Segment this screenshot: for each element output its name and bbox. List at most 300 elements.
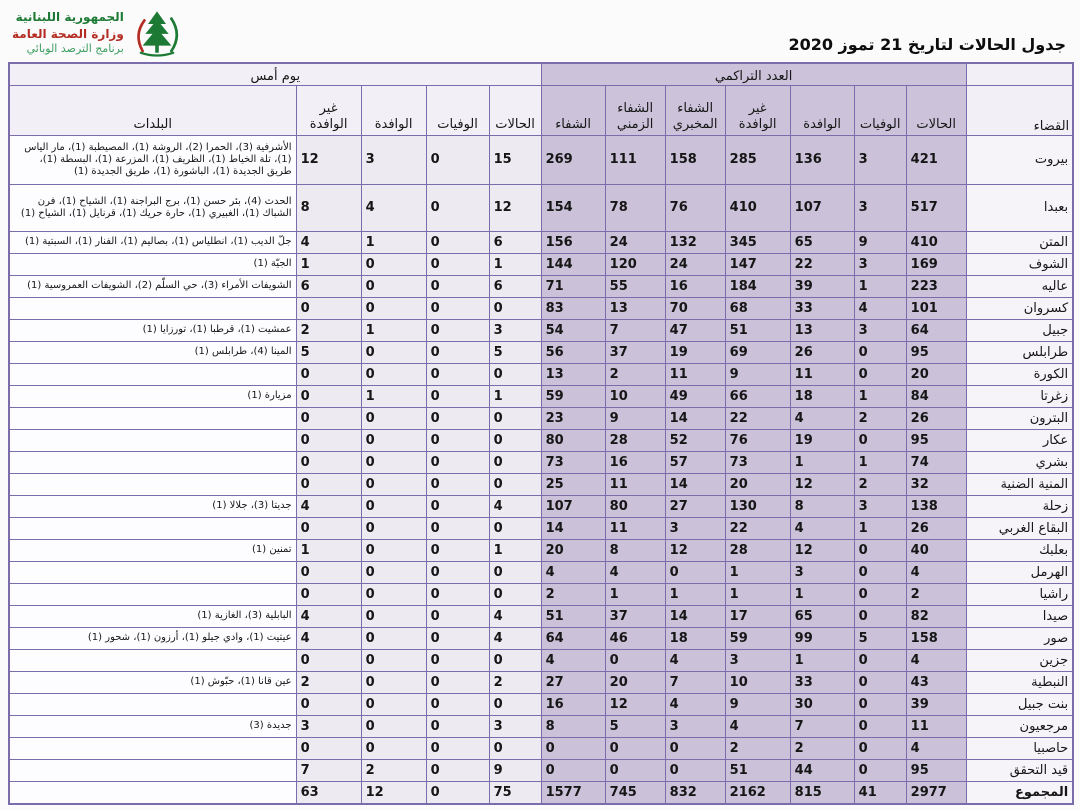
towns-cell — [9, 517, 296, 539]
cumulative-value-cell: 1 — [790, 649, 854, 671]
yesterday-value-cell: 0 — [296, 561, 361, 583]
total-row — [9, 781, 1073, 804]
cumulative-value-cell: 3 — [725, 649, 790, 671]
cumulative-value-cell: 4 — [605, 561, 665, 583]
district-name-cell: البترون — [966, 407, 1073, 429]
district-row — [9, 539, 1073, 561]
yesterday-value-cell: 6 — [489, 231, 541, 253]
yesterday-value-cell: 0 — [296, 649, 361, 671]
district-row — [9, 561, 1073, 583]
cumulative-value-cell: 11 — [605, 517, 665, 539]
cumulative-value-cell: 26 — [790, 341, 854, 363]
yesterday-value-cell: 0 — [426, 429, 489, 451]
yesterday-value-cell: 0 — [296, 385, 361, 407]
district-name-cell: قيد التحقق — [966, 759, 1073, 781]
yesterday-value-cell: 1 — [296, 539, 361, 561]
district-row — [9, 341, 1073, 363]
towns-cell: جديتا (3)، جلالا (1) — [9, 495, 296, 517]
district-row — [9, 363, 1073, 385]
cumulative-value-cell: 12 — [790, 473, 854, 495]
cumulative-value-cell: 111 — [605, 135, 665, 184]
cumulative-value-cell: 0 — [854, 737, 906, 759]
cumulative-value-cell: 3 — [854, 184, 906, 231]
yesterday-value-cell: 0 — [361, 495, 426, 517]
district-name-cell: صور — [966, 627, 1073, 649]
cumulative-value-cell: 136 — [790, 135, 854, 184]
towns-cell: جلّ الديب (1)، انطلياس (1)، بصاليم (1)، الفنار (1)، السبتية (1) — [9, 231, 296, 253]
cumulative-value-cell: 16 — [605, 451, 665, 473]
yesterday-value-cell: 0 — [489, 363, 541, 385]
cumulative-value-cell: 0 — [854, 363, 906, 385]
cumulative-value-cell: 54 — [541, 319, 605, 341]
cumulative-value-cell: 410 — [906, 231, 966, 253]
cumulative-value-cell: 40 — [906, 539, 966, 561]
yesterday-value-cell: 0 — [296, 693, 361, 715]
cumulative-value-cell: 269 — [541, 135, 605, 184]
yesterday-value-cell: 4 — [489, 495, 541, 517]
yesterday-value-cell: 1 — [361, 319, 426, 341]
cumulative-value-cell: 71 — [541, 275, 605, 297]
yesterday-value-cell: 0 — [426, 319, 489, 341]
cumulative-value-cell: 285 — [725, 135, 790, 184]
towns-cell: عين قانا (1)، حبّوش (1) — [9, 671, 296, 693]
cumulative-value-cell: 1 — [725, 561, 790, 583]
yesterday-value-cell: 75 — [489, 781, 541, 804]
cumulative-value-cell: 17 — [725, 605, 790, 627]
cumulative-value-cell: 13 — [790, 319, 854, 341]
yesterday-value-cell: 0 — [361, 473, 426, 495]
cumulative-value-cell: 0 — [605, 737, 665, 759]
district-name-cell: الكورة — [966, 363, 1073, 385]
yesterday-value-cell: 0 — [361, 649, 426, 671]
district-row — [9, 583, 1073, 605]
cumulative-value-cell: 14 — [665, 473, 725, 495]
yesterday-value-cell: 0 — [361, 407, 426, 429]
yesterday-value-cell: 0 — [361, 517, 426, 539]
yesterday-value-cell: 3 — [361, 135, 426, 184]
cumulative-value-cell: 815 — [790, 781, 854, 804]
district-name-cell: زغرتا — [966, 385, 1073, 407]
cumulative-value-cell: 59 — [541, 385, 605, 407]
cumulative-value-cell: 517 — [906, 184, 966, 231]
cumulative-value-cell: 76 — [725, 429, 790, 451]
yesterday-value-cell: 8 — [296, 184, 361, 231]
cumulative-value-cell: 158 — [906, 627, 966, 649]
cumulative-value-cell: 11 — [605, 473, 665, 495]
cumulative-value-cell: 30 — [790, 693, 854, 715]
yesterday-value-cell: 2 — [296, 319, 361, 341]
towns-cell — [9, 781, 296, 804]
yesterday-value-cell: 0 — [426, 539, 489, 561]
yesterday-value-cell: 1 — [296, 253, 361, 275]
yesterday-value-cell: 12 — [296, 135, 361, 184]
yesterday-value-cell: 5 — [489, 341, 541, 363]
ministry-text — [12, 9, 124, 56]
cumulative-value-cell: 144 — [541, 253, 605, 275]
cumulative-value-cell: 4 — [854, 297, 906, 319]
cumulative-value-cell: 0 — [854, 671, 906, 693]
cumulative-value-cell: 12 — [605, 693, 665, 715]
district-row — [9, 627, 1073, 649]
district-name-cell: زحلة — [966, 495, 1073, 517]
republic-name: الجمهورية اللبنانية — [15, 10, 124, 25]
district-row — [9, 737, 1073, 759]
yesterday-value-cell: 0 — [426, 715, 489, 737]
cumulative-value-cell: 2 — [605, 363, 665, 385]
cumulative-value-cell: 68 — [725, 297, 790, 319]
yesterday-value-cell: 0 — [426, 781, 489, 804]
yesterday-value-cell: 1 — [489, 253, 541, 275]
col-time-recovery: الشفاء الزمني — [605, 85, 665, 135]
yesterday-value-cell: 0 — [426, 473, 489, 495]
yesterday-value-cell: 0 — [296, 583, 361, 605]
yesterday-value-cell: 0 — [426, 231, 489, 253]
district-name-cell: جزين — [966, 649, 1073, 671]
district-name-cell: راشيا — [966, 583, 1073, 605]
cumulative-value-cell: 70 — [665, 297, 725, 319]
cumulative-value-cell: 73 — [541, 451, 605, 473]
yesterday-value-cell: 4 — [296, 627, 361, 649]
yesterday-value-cell: 0 — [361, 715, 426, 737]
cumulative-value-cell: 4 — [906, 737, 966, 759]
cumulative-value-cell: 1 — [790, 451, 854, 473]
cumulative-value-cell: 16 — [541, 693, 605, 715]
cumulative-value-cell: 1577 — [541, 781, 605, 804]
cumulative-value-cell: 0 — [665, 759, 725, 781]
cumulative-value-cell: 4 — [790, 407, 854, 429]
yesterday-value-cell: 0 — [296, 407, 361, 429]
cumulative-value-cell: 2 — [854, 407, 906, 429]
district-row — [9, 297, 1073, 319]
page-title: جدول الحالات لتاريخ 21 تموز 2020 — [788, 35, 1066, 54]
district-name-cell: البقاع الغربي — [966, 517, 1073, 539]
cumulative-value-cell: 3 — [665, 715, 725, 737]
cumulative-value-cell: 11 — [906, 715, 966, 737]
cumulative-value-cell: 10 — [605, 385, 665, 407]
cumulative-value-cell: 421 — [906, 135, 966, 184]
col-cases: الحالات — [906, 85, 966, 135]
yesterday-value-cell: 1 — [361, 385, 426, 407]
yesterday-value-cell: 4 — [361, 184, 426, 231]
cumulative-value-cell: 44 — [790, 759, 854, 781]
yesterday-value-cell: 0 — [489, 429, 541, 451]
towns-cell: عيتيت (1)، وادي جيلو (1)، أرزون (1)، شحور (1) — [9, 627, 296, 649]
cumulative-value-cell: 7 — [605, 319, 665, 341]
cumulative-value-cell: 33 — [790, 671, 854, 693]
yesterday-value-cell: 0 — [426, 135, 489, 184]
towns-cell: الشويفات الأمراء (3)، حي السلّم (2)، الشويفات العمروسية (1) — [9, 275, 296, 297]
district-row — [9, 275, 1073, 297]
cumulative-value-cell: 25 — [541, 473, 605, 495]
cumulative-value-cell: 13 — [541, 363, 605, 385]
yesterday-value-cell: 2 — [296, 671, 361, 693]
yesterday-value-cell: 3 — [296, 715, 361, 737]
yesterday-value-cell: 3 — [489, 715, 541, 737]
towns-cell — [9, 737, 296, 759]
yesterday-value-cell: 0 — [426, 759, 489, 781]
yesterday-value-cell: 0 — [426, 561, 489, 583]
yesterday-value-cell: 0 — [426, 297, 489, 319]
cumulative-value-cell: 76 — [665, 184, 725, 231]
cumulative-value-cell: 4 — [541, 561, 605, 583]
cumulative-value-cell: 1 — [790, 583, 854, 605]
cumulative-value-cell: 120 — [605, 253, 665, 275]
towns-cell: البابلية (3)، الغازية (1) — [9, 605, 296, 627]
district-name-cell: عكار — [966, 429, 1073, 451]
cumulative-value-cell: 11 — [665, 363, 725, 385]
cumulative-value-cell: 4 — [541, 649, 605, 671]
col-imported: الوافدة — [790, 85, 854, 135]
yesterday-value-cell: 0 — [296, 363, 361, 385]
cumulative-value-cell: 14 — [665, 407, 725, 429]
towns-cell: الحدث (4)، بئر حسن (1)، برج البراجنة (1)، الشياح (1)، فرن الشباك (1)، الغبيري (1)، حارة حريك (1)، قرنايل (1)، الشياح (1) — [9, 184, 296, 231]
cumulative-value-cell: 14 — [541, 517, 605, 539]
cumulative-value-cell: 80 — [605, 495, 665, 517]
district-row — [9, 495, 1073, 517]
district-row — [9, 473, 1073, 495]
yesterday-value-cell: 0 — [489, 517, 541, 539]
district-name-cell: صيدا — [966, 605, 1073, 627]
cumulative-value-cell: 410 — [725, 184, 790, 231]
cumulative-value-cell: 3 — [854, 319, 906, 341]
district-row — [9, 649, 1073, 671]
yesterday-value-cell: 63 — [296, 781, 361, 804]
cumulative-value-cell: 107 — [541, 495, 605, 517]
towns-cell — [9, 649, 296, 671]
col-recovery: الشفاء — [541, 85, 605, 135]
cumulative-value-cell: 22 — [725, 407, 790, 429]
yesterday-value-cell: 0 — [426, 385, 489, 407]
yesterday-value-cell: 0 — [361, 275, 426, 297]
yesterday-value-cell: 15 — [489, 135, 541, 184]
cumulative-value-cell: 9 — [725, 363, 790, 385]
district-row — [9, 759, 1073, 781]
ministry-name: وزارة الصحة العامة — [12, 26, 124, 41]
yesterday-value-cell: 0 — [361, 539, 426, 561]
yesterday-value-cell: 0 — [361, 627, 426, 649]
cumulative-value-cell: 65 — [790, 605, 854, 627]
col-yesterday-cases: الحالات — [489, 85, 541, 135]
cumulative-value-cell: 51 — [725, 319, 790, 341]
cumulative-value-cell: 158 — [665, 135, 725, 184]
cumulative-value-cell: 184 — [725, 275, 790, 297]
cumulative-value-cell: 64 — [541, 627, 605, 649]
towns-cell: المينا (4)، طرابلس (1) — [9, 341, 296, 363]
cumulative-value-cell: 1 — [854, 451, 906, 473]
cumulative-value-cell: 37 — [605, 341, 665, 363]
cumulative-value-cell: 107 — [790, 184, 854, 231]
district-name-cell: حاصبيا — [966, 737, 1073, 759]
col-district: القضاء — [966, 85, 1073, 135]
cumulative-value-cell: 69 — [725, 341, 790, 363]
cumulative-value-cell: 39 — [906, 693, 966, 715]
yesterday-value-cell: 0 — [426, 671, 489, 693]
yesterday-value-cell: 0 — [361, 737, 426, 759]
cumulative-value-cell: 13 — [605, 297, 665, 319]
cumulative-value-cell: 345 — [725, 231, 790, 253]
cumulative-value-cell: 0 — [854, 715, 906, 737]
district-row — [9, 385, 1073, 407]
towns-cell — [9, 473, 296, 495]
district-row — [9, 715, 1073, 737]
cumulative-value-cell: 95 — [906, 759, 966, 781]
yesterday-value-cell: 0 — [296, 297, 361, 319]
cumulative-value-cell: 3 — [854, 253, 906, 275]
cumulative-value-cell: 24 — [665, 253, 725, 275]
yesterday-value-cell: 4 — [489, 605, 541, 627]
col-yesterday-non-imported: غير الوافدة — [296, 85, 361, 135]
yesterday-value-cell: 0 — [426, 737, 489, 759]
cumulative-value-cell: 0 — [854, 561, 906, 583]
cumulative-value-cell: 10 — [725, 671, 790, 693]
cumulative-value-cell: 1 — [854, 275, 906, 297]
cumulative-value-cell: 3 — [854, 495, 906, 517]
cumulative-value-cell: 1 — [665, 583, 725, 605]
cumulative-value-cell: 5 — [605, 715, 665, 737]
yesterday-value-cell: 9 — [489, 759, 541, 781]
cumulative-value-cell: 20 — [725, 473, 790, 495]
yesterday-value-cell: 0 — [426, 275, 489, 297]
district-row — [9, 671, 1073, 693]
cumulative-value-cell: 2 — [541, 583, 605, 605]
towns-cell — [9, 561, 296, 583]
yesterday-value-cell: 0 — [361, 429, 426, 451]
yesterday-value-cell: 0 — [426, 363, 489, 385]
cumulative-value-cell: 66 — [725, 385, 790, 407]
cumulative-value-cell: 0 — [541, 759, 605, 781]
cumulative-value-cell: 64 — [906, 319, 966, 341]
cumulative-value-cell: 41 — [854, 781, 906, 804]
yesterday-value-cell: 12 — [361, 781, 426, 804]
cumulative-value-cell: 37 — [605, 605, 665, 627]
district-name-cell: المنية الضنية — [966, 473, 1073, 495]
district-name-cell: جبيل — [966, 319, 1073, 341]
cumulative-value-cell: 745 — [605, 781, 665, 804]
cumulative-value-cell: 26 — [906, 407, 966, 429]
cumulative-value-cell: 32 — [906, 473, 966, 495]
cumulative-value-cell: 55 — [605, 275, 665, 297]
yesterday-value-cell: 0 — [489, 407, 541, 429]
column-header-row — [9, 85, 1073, 135]
district-row — [9, 693, 1073, 715]
district-row — [9, 253, 1073, 275]
yesterday-value-cell: 0 — [426, 495, 489, 517]
yesterday-value-cell: 0 — [426, 184, 489, 231]
yesterday-value-cell: 0 — [361, 297, 426, 319]
cumulative-value-cell: 65 — [790, 231, 854, 253]
cumulative-value-cell: 2 — [725, 737, 790, 759]
cumulative-value-cell: 84 — [906, 385, 966, 407]
yesterday-value-cell: 0 — [296, 517, 361, 539]
cedar-logo-icon — [130, 6, 184, 60]
cumulative-value-cell: 47 — [665, 319, 725, 341]
cumulative-value-cell: 223 — [906, 275, 966, 297]
district-name-cell: طرابلس — [966, 341, 1073, 363]
yesterday-value-cell: 7 — [296, 759, 361, 781]
district-name-cell: المجموع — [966, 781, 1073, 804]
yesterday-value-cell: 0 — [426, 583, 489, 605]
district-name-cell: بعلبك — [966, 539, 1073, 561]
cumulative-value-cell: 9 — [725, 693, 790, 715]
yesterday-value-cell: 4 — [296, 231, 361, 253]
program-name: برنامج الترصد الوبائي — [26, 41, 124, 55]
yesterday-group-header: يوم أمس — [9, 63, 541, 85]
yesterday-value-cell: 0 — [489, 693, 541, 715]
yesterday-value-cell: 0 — [489, 583, 541, 605]
cumulative-value-cell: 3 — [665, 517, 725, 539]
towns-cell — [9, 451, 296, 473]
cumulative-value-cell: 23 — [541, 407, 605, 429]
district-row — [9, 135, 1073, 184]
towns-cell: الجيّة (1) — [9, 253, 296, 275]
district-row — [9, 517, 1073, 539]
cumulative-value-cell: 95 — [906, 341, 966, 363]
cumulative-value-cell: 7 — [665, 671, 725, 693]
cumulative-group-header: العدد التراكمي — [541, 63, 966, 85]
group-header-row — [9, 63, 1073, 85]
cumulative-value-cell: 51 — [541, 605, 605, 627]
cumulative-value-cell: 4 — [790, 517, 854, 539]
page-header — [0, 0, 1080, 62]
cumulative-value-cell: 4 — [906, 561, 966, 583]
district-row — [9, 605, 1073, 627]
cumulative-value-cell: 12 — [790, 539, 854, 561]
yesterday-value-cell: 0 — [489, 473, 541, 495]
district-name-cell: عاليه — [966, 275, 1073, 297]
yesterday-value-cell: 1 — [489, 385, 541, 407]
towns-cell: مزيارة (1) — [9, 385, 296, 407]
cumulative-value-cell: 20 — [605, 671, 665, 693]
district-row — [9, 429, 1073, 451]
cumulative-value-cell: 20 — [906, 363, 966, 385]
cumulative-value-cell: 2162 — [725, 781, 790, 804]
yesterday-value-cell: 0 — [361, 363, 426, 385]
cumulative-value-cell: 24 — [605, 231, 665, 253]
cumulative-value-cell: 14 — [665, 605, 725, 627]
yesterday-value-cell: 0 — [426, 341, 489, 363]
yesterday-value-cell: 0 — [489, 561, 541, 583]
cumulative-value-cell: 82 — [906, 605, 966, 627]
district-row — [9, 451, 1073, 473]
col-non-imported: غير الوافدة — [725, 85, 790, 135]
cumulative-value-cell: 147 — [725, 253, 790, 275]
cumulative-value-cell: 2 — [790, 737, 854, 759]
district-name-cell: النبطية — [966, 671, 1073, 693]
ministry-brand — [12, 6, 184, 60]
yesterday-value-cell: 0 — [361, 605, 426, 627]
cumulative-value-cell: 19 — [665, 341, 725, 363]
yesterday-value-cell: 0 — [361, 671, 426, 693]
district-name-cell: الهرمل — [966, 561, 1073, 583]
yesterday-value-cell: 0 — [426, 649, 489, 671]
cumulative-value-cell: 0 — [854, 759, 906, 781]
district-row — [9, 407, 1073, 429]
yesterday-value-cell: 5 — [296, 341, 361, 363]
district-row — [9, 231, 1073, 253]
cumulative-value-cell: 22 — [725, 517, 790, 539]
cumulative-value-cell: 1 — [605, 583, 665, 605]
cumulative-value-cell: 1 — [854, 385, 906, 407]
yesterday-value-cell: 0 — [426, 605, 489, 627]
cumulative-value-cell: 18 — [790, 385, 854, 407]
cumulative-value-cell: 22 — [790, 253, 854, 275]
cases-table — [8, 62, 1074, 805]
towns-cell — [9, 297, 296, 319]
cumulative-value-cell: 0 — [854, 341, 906, 363]
yesterday-value-cell: 0 — [426, 253, 489, 275]
cumulative-value-cell: 1 — [854, 517, 906, 539]
towns-cell — [9, 407, 296, 429]
